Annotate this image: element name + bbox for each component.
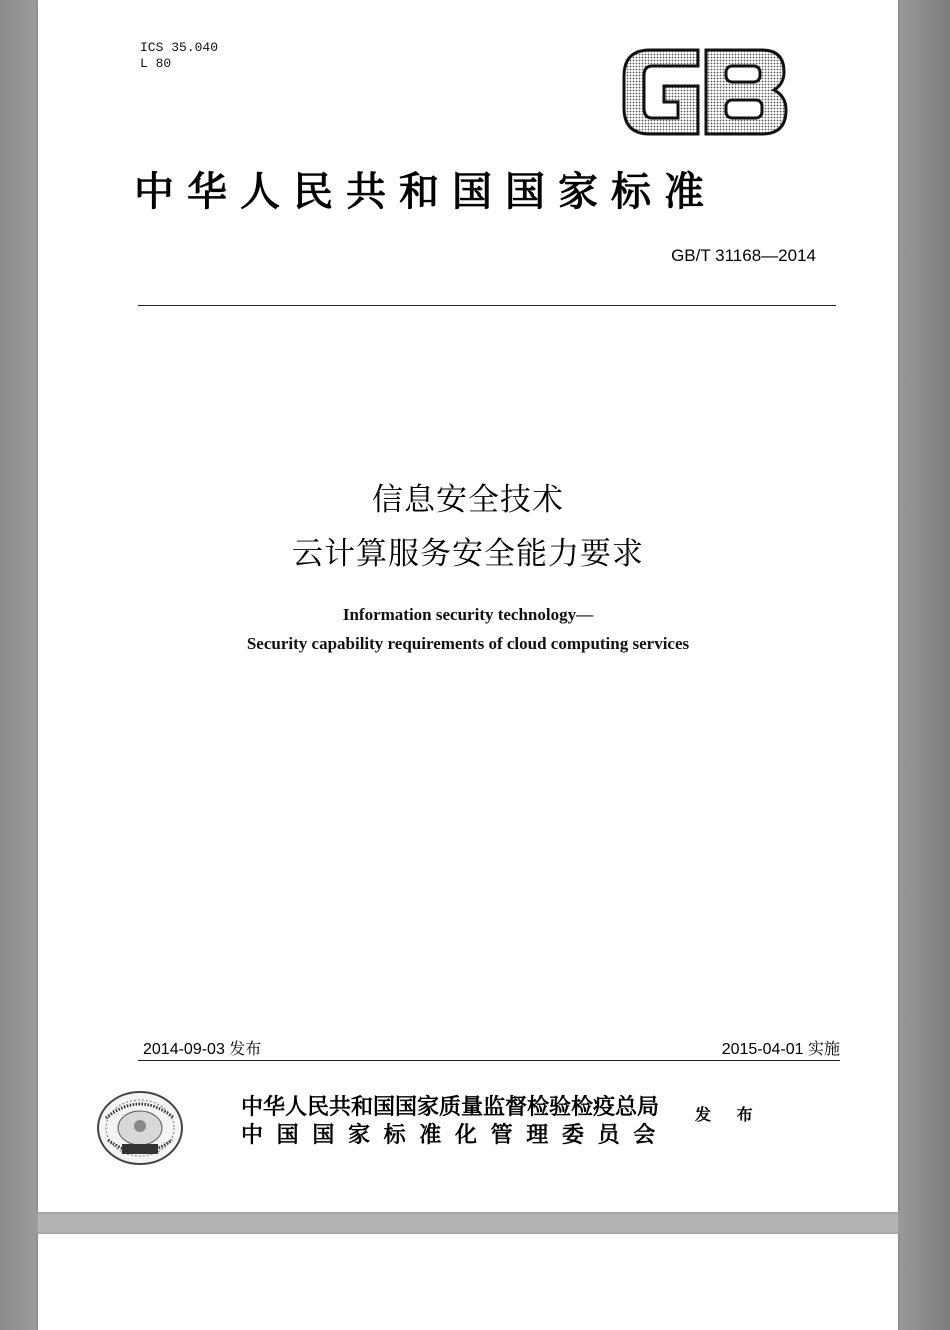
ics-code: ICS 35.040 (140, 40, 219, 55)
document-page (38, 0, 898, 1212)
next-page (38, 1234, 898, 1330)
title-cn-line2: 云计算服务安全能力要求 (292, 536, 644, 572)
standard-number: GB/T 31168—2014 (671, 246, 816, 265)
main-title: 中华人民共和国国家标准 (134, 168, 717, 215)
classification-codes (140, 40, 218, 72)
title-en-line2: Security capability requirements of cloud computing services (246, 634, 690, 653)
ccs-code: L 80 (140, 56, 172, 71)
title-cn-line1: 信息安全技术 (372, 482, 564, 518)
issuer-line1: 中华人民共和国国家质量监督检验检疫总局 (241, 1094, 660, 1120)
issuer-line2: 中 国 国 家 标 准 化 管 理 委 员 会 (241, 1122, 659, 1148)
footer-divider (138, 1060, 840, 1061)
anti-counterfeit-seal-icon (94, 1088, 186, 1168)
publish-date: 2014-09-03 发布 (143, 1041, 262, 1058)
header-divider (138, 305, 836, 306)
gb-logo-icon (620, 44, 790, 140)
implement-date: 2015-04-01 实施 (721, 1041, 840, 1058)
issued-label: 发 布 (695, 1105, 763, 1124)
title-en-line1: Information security technology— (342, 605, 594, 624)
